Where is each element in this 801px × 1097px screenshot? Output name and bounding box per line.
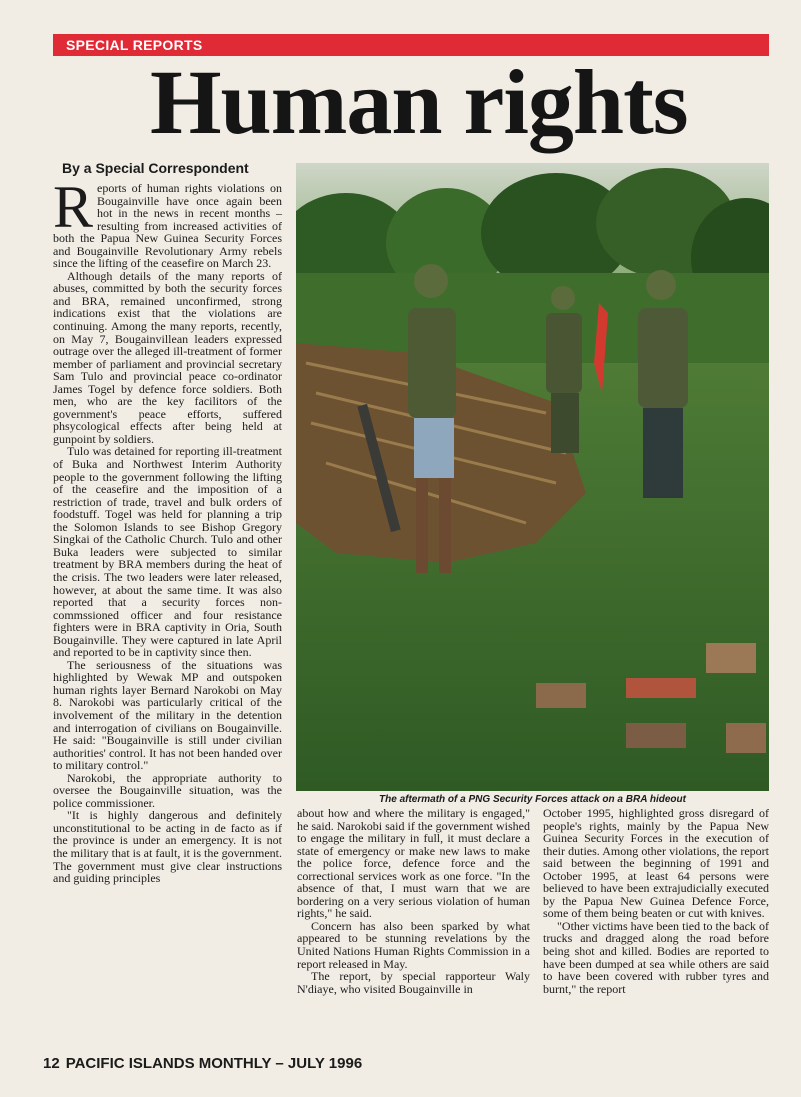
byline: By a Special Correspondent xyxy=(62,160,249,176)
paragraph: Tulo was detained for reporting ill-treatment of Buka and Northwest Interim Authority people to the government following the lifting of the ceasefire and the imposition of a restriction of trade, travel and bulk orders of foodstuff. Togel was held for planning a trip the Solomon Islands to see Bishop Gregory Singkai of the Catholic Church. Tulo and other Buka leaders were subjected to similar treatment by BRA members during the heat of the crisis. The two leaders were later released, however, at about the same time. It was also reported that a security forces non-commssioned officer and four resistance fighters were in BRA captivity in Oria, South Bougainville. They were captured in late April and reported to be in captivity since then. xyxy=(53,444,282,660)
article-column-1 xyxy=(53,174,282,886)
article-column-3 xyxy=(543,807,769,995)
paragraph: Narokobi, the appropriate authority to oversee the Bougainville situation, was the police commissioner. xyxy=(53,770,282,810)
paragraph: about how and where the military is engaged," he said. Narokobi said if the government wished to engage the military in full, it must declare a state of emergency or make new laws to make the police force, defence force and the correctional services work as one force. "In the absence of that, I must warn that we are bordering on a very serious violation of human rights," he said. xyxy=(297,806,530,921)
paragraph: Although details of the many reports of abuses, committed by both the security forces and BRA, remained unconfirmed, strong indications exist that the violations are continuing. Among the many reports, recently, on May 7, Bougainvillean leaders expressed outrage over the alleged ill-treatment of former member of parliament and provincial secretary Sam Tulo and provincial peace co-ordinator James Togel by defence force soldiers. Both men, who are the key facilitors of the government's peace efforts, suffered phsycological effects after being held at gunpoint by soldiers. xyxy=(53,268,282,446)
publication-line: PACIFIC ISLANDS MONTHLY – JULY 1996 xyxy=(65,1055,363,1072)
photo-caption: The aftermath of a PNG Security Forces attack on a BRA hideout xyxy=(379,794,686,805)
page-number: 12 xyxy=(43,1055,60,1072)
paragraph: "Other victims have been tied to the back of trucks and dragged along the road before being shot and killed. Bodies are reported to have been dumped at sea while others are said to have been covered with rubber tyres and burnt," the report xyxy=(543,918,769,996)
paragraph: "It is highly dangerous and definitely unconstitutional to be acting in de facto as if the province is under an emergency. It is not the military that is at fault, it is the government. The government must give clear instructions and guiding principles xyxy=(53,808,282,886)
paragraph xyxy=(53,174,282,271)
paragraph: The seriousness of the situations was highlighted by Wewak MP and outspoken human rights layer Bernard Narokobi on May 8. Narokobi was particularly critical of the involvement of the military in the detention and interrogation of civilians on Bougainville. He said: "Bougainville is still under civilian authorities' control. It has not been handed over to military control." xyxy=(53,657,282,773)
photo-illustration xyxy=(296,163,769,791)
headline: Human rights xyxy=(150,51,688,153)
paragraph: October 1995, highlighted gross disregard of people's rights, mainly by the Papua New Guinea Security Forces in the execution of their duties. Among other violations, the report said between the beginning of 1991 and October 1995, at least 64 persons were believed to have been extrajudicially executed by the Papua New Guinea Defence Force, some of them being beaten or cut with knives. xyxy=(543,806,769,921)
paragraph: The report, by special rapporteur Waly N'diaye, who visited Bougainville in xyxy=(297,969,530,996)
section-label: SPECIAL REPORTS xyxy=(66,37,203,53)
paragraph: Concern has also been sparked by what appeared to be stunning revelations by the United Nations Human Rights Commission in a report released in May. xyxy=(297,918,530,971)
paragraph-text: eports of human rights violations on Bougainville have once again been hot in the news in recent months – resulting from increased activities of both the Papua New Guinea Security Forces and Bougainville Revolutionary Army rebels since the lifting of the ceasefire on March 23. xyxy=(53,181,282,271)
soldiers-photo xyxy=(296,163,769,791)
article-column-2 xyxy=(297,807,530,995)
page-footer xyxy=(43,1055,362,1072)
drop-cap: R xyxy=(53,174,94,240)
